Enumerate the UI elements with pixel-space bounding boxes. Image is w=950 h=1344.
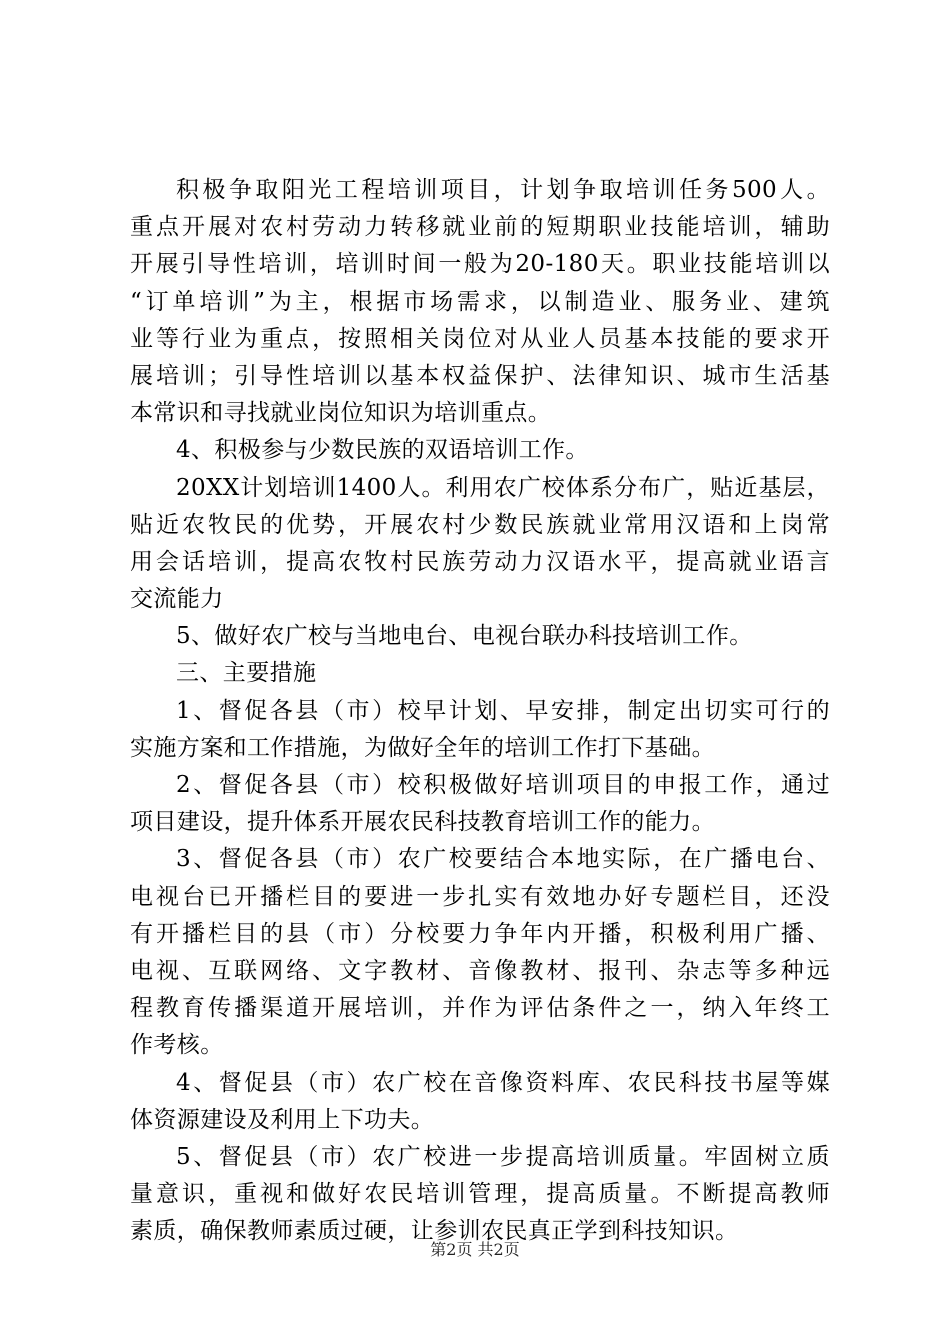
text-line: 用会话培训，提高农牧村民族劳动力汉语水平，提高就业语言	[130, 548, 830, 575]
text-line: 素质，确保教师素质过硬，让参训农民真正学到科技知识。	[130, 1218, 739, 1245]
text-line: 20XX计划培训1400人。利用农广校体系分布广，贴近基层，	[176, 474, 830, 501]
text-line: 积极争取阳光工程培训项目，计划争取培训任务500人。	[176, 177, 830, 203]
text-line: 交流能力	[130, 586, 224, 613]
text-line: 开展引导性培训，培训时间一般为20-180天。职业技能培训以	[130, 251, 830, 278]
text-line: 本常识和寻找就业岗位知识为培训重点。	[130, 400, 552, 427]
section-heading: 三、主要措施	[176, 660, 317, 687]
text-line: 作考核。	[130, 1032, 224, 1059]
document-body	[130, 172, 830, 1250]
text-line: 重点开展对农村劳动力转移就业前的短期职业技能培训，辅助	[130, 214, 830, 241]
section-heading: 4、积极参与少数民族的双语培训工作。	[176, 437, 589, 464]
text-line: 5、督促县（市）农广校进一步提高培训质量。牢固树立质	[176, 1143, 830, 1170]
text-line: 体资源建设及利用上下功夫。	[130, 1106, 435, 1133]
text-line: 贴近农牧民的优势，开展农村少数民族就业常用汉语和上岗常	[130, 511, 830, 538]
text-line: 2、督促各县（市）校积极做好培训项目的申报工作，通过	[176, 772, 830, 798]
page-number: 第2页 共2页	[430, 1240, 520, 1259]
text-line: 有开播栏目的县（市）分校要力争年内开播，积极利用广播、	[130, 920, 830, 947]
text-line: 实施方案和工作措施，为做好全年的培训工作打下基础。	[130, 734, 715, 761]
text-line: 程教育传播渠道开展培训，并作为评估条件之一，纳入年终工	[130, 995, 830, 1022]
text-line: 1、督促各县（市）校早计划、早安排，制定出切实可行的	[176, 697, 830, 724]
text-line: 量意识，重视和做好农民培训管理，提高质量。不断提高教师	[130, 1181, 830, 1208]
text-line: “订单培训”为主，根据市场需求，以制造业、服务业、建筑	[130, 288, 830, 315]
section-heading: 5、做好农广校与当地电台、电视台联办科技培训工作。	[176, 623, 753, 650]
text-line: 项目建设，提升体系开展农民科技教育培训工作的能力。	[130, 809, 715, 836]
text-line: 3、督促各县（市）农广校要结合本地实际，在广播电台、	[176, 846, 830, 873]
text-line: 业等行业为重点，按照相关岗位对从业人员基本技能的要求开	[130, 325, 830, 352]
text-line: 展培训；引导性培训以基本权益保护、法律知识、城市生活基	[130, 362, 830, 389]
text-line: 4、督促县（市）农广校在音像资料库、农民科技书屋等媒	[176, 1069, 830, 1096]
text-line: 电视台已开播栏目的要进一步扎实有效地办好专题栏目，还没	[130, 883, 830, 910]
text-line: 电视、互联网络、文字教材、音像教材、报刊、杂志等多种远	[130, 957, 830, 984]
